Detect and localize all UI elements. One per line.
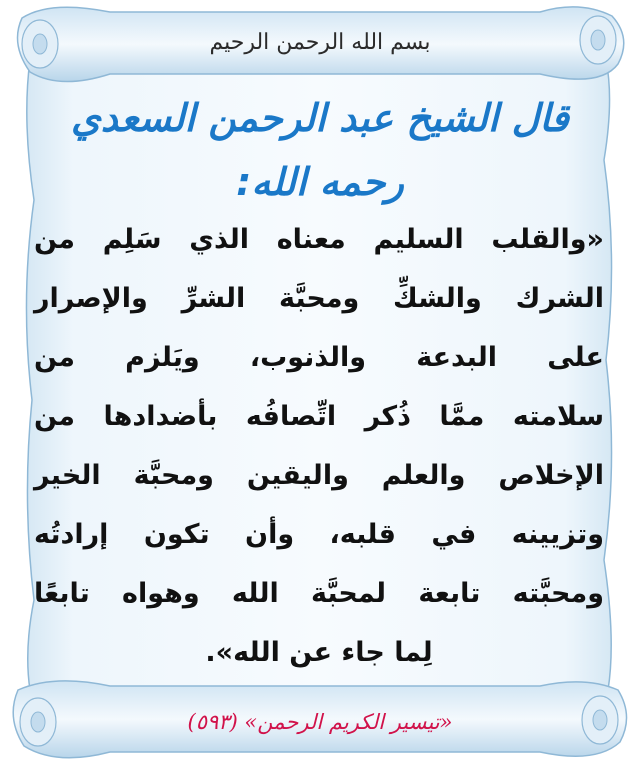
- heading: [40, 86, 600, 214]
- quote-line: الإخلاص والعلم واليقين ومحبَّة الخير: [34, 460, 604, 491]
- heading-line-2: رحمه الله:: [236, 160, 404, 204]
- quote-text: [34, 210, 604, 682]
- quote-line: سلامته ممَّا ذُكر اتِّصافُه بأضدادها من: [34, 401, 604, 432]
- quote-line: «والقلب السليم معناه الذي سَلِم من: [34, 224, 604, 255]
- quote-line: على البدعة والذنوب، ويَلزم من: [34, 342, 604, 373]
- quote-line: الشرك والشكِّ ومحبَّة الشرِّ والإصرار: [34, 283, 604, 314]
- source-citation: «تيسير الكريم الرحمن» (٥٩٣): [187, 710, 453, 734]
- heading-line-1: قال الشيخ عبد الرحمن السعدي: [71, 96, 569, 140]
- quote-line: لِما جاء عن الله».: [205, 637, 433, 668]
- quote-line: وتزيينه في قلبه، وأن تكون إرادتُه: [34, 519, 604, 550]
- basmala-calligraphy: بسم الله الرحمن الرحيم: [209, 30, 431, 55]
- quote-line: ومحبَّته تابعة لمحبَّة الله وهواه تابعًا: [34, 578, 604, 609]
